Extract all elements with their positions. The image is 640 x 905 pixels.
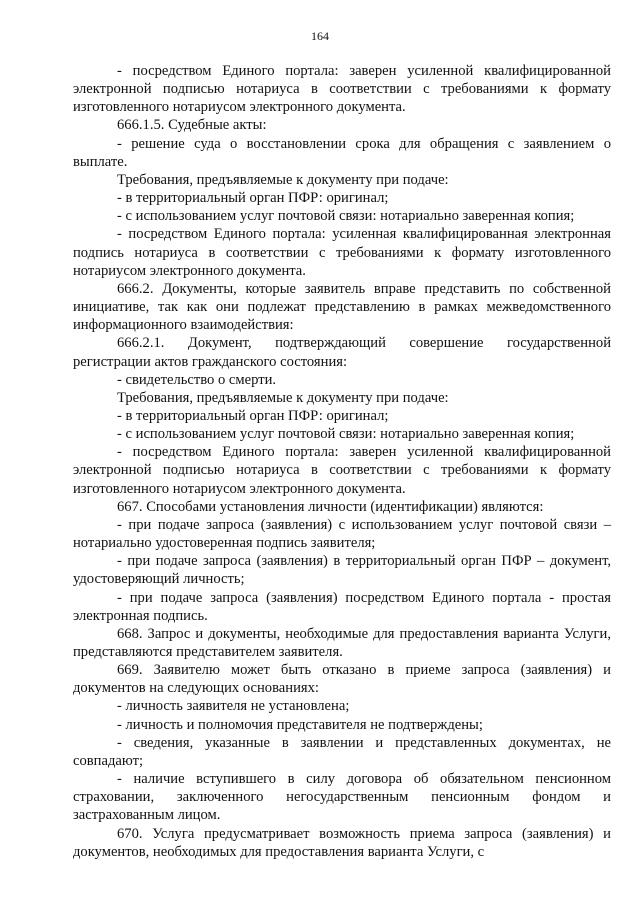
- page-number: 164: [311, 29, 329, 43]
- paragraph: - с использованием услуг почтовой связи: нотариально заверенная копия;: [117, 208, 575, 225]
- paragraph: 669. Заявителю может быть отказано в приеме запроса (заявления) и документов на следующих основаниях:: [73, 662, 611, 697]
- paragraph: - при подаче запроса (заявления) с использованием услуг почтовой связи – нотариально удостоверенная подпись заявителя;: [73, 516, 611, 552]
- paragraph: - при подаче запроса (заявления) в территориальный орган ПФР – документ, удостоверяющий личность;: [73, 553, 611, 588]
- document-body: [73, 62, 611, 861]
- paragraph: - посредством Единого портала: заверен усиленной квалифицированной электронной подписью нотариуса в соответствии с требованиями к формату изготовленного нотариусом электронного документа.: [73, 444, 611, 497]
- paragraph: - с использованием услуг почтовой связи: нотариально заверенная копия;: [117, 426, 575, 443]
- paragraph: 667. Способами установления личности (идентификации) являются:: [117, 498, 544, 515]
- paragraph: - свидетельство о смерти.: [117, 371, 277, 388]
- paragraph: - посредством Единого портала: усиленная квалифицированная электронная подпись нотариуса в соответствии с требованиями к формату изготовленного нотариусом электронного документа.: [73, 226, 611, 279]
- paragraph: 666.1.5. Судебные акты:: [117, 117, 267, 134]
- paragraph: - сведения, указанные в заявлении и представленных документах, не совпадают;: [73, 734, 611, 769]
- paragraph: 666.2.1. Документ, подтверждающий совершение государственной регистрации актов гражданского состояния:: [73, 335, 611, 370]
- paragraph: - при подаче запроса (заявления) посредством Единого портала - простая электронная подпись.: [73, 589, 611, 624]
- paragraph: - в территориальный орган ПФР: оригинал;: [117, 190, 389, 207]
- paragraph: 670. Услуга предусматривает возможность приема запроса (заявления) и документов, необходимых для предоставления варианта Услуги, с: [73, 825, 611, 860]
- paragraph: 668. Запрос и документы, необходимые для предоставления варианта Услуги, представляются представителем заявителя.: [73, 625, 611, 660]
- paragraph: - в территориальный орган ПФР: оригинал;: [117, 407, 389, 424]
- paragraph: - наличие вступившего в силу договора об обязательном пенсионном страховании, заключенного негосударственным пенсионным фондом и застрахованным лицом.: [73, 771, 611, 824]
- paragraph: - личность заявителя не установлена;: [117, 698, 350, 715]
- paragraph: 666.2. Документы, которые заявитель вправе представить по собственной инициативе, так как они подлежат представлению в рамках межведомственного информационного взаимодействия:: [73, 280, 611, 334]
- paragraph: - личность и полномочия представителя не подтверждены;: [117, 716, 483, 733]
- paragraph: - посредством Единого портала: заверен усиленной квалифицированной электронной подписью нотариуса в соответствии с требованиями к формату изготовленного нотариусом электронного документа.: [73, 63, 611, 116]
- paragraph: Требования, предъявляемые к документу при подаче:: [117, 389, 449, 406]
- paragraph: Требования, предъявляемые к документу при подаче:: [117, 171, 449, 188]
- paragraph: - решение суда о восстановлении срока для обращения с заявлением о выплате.: [73, 135, 611, 170]
